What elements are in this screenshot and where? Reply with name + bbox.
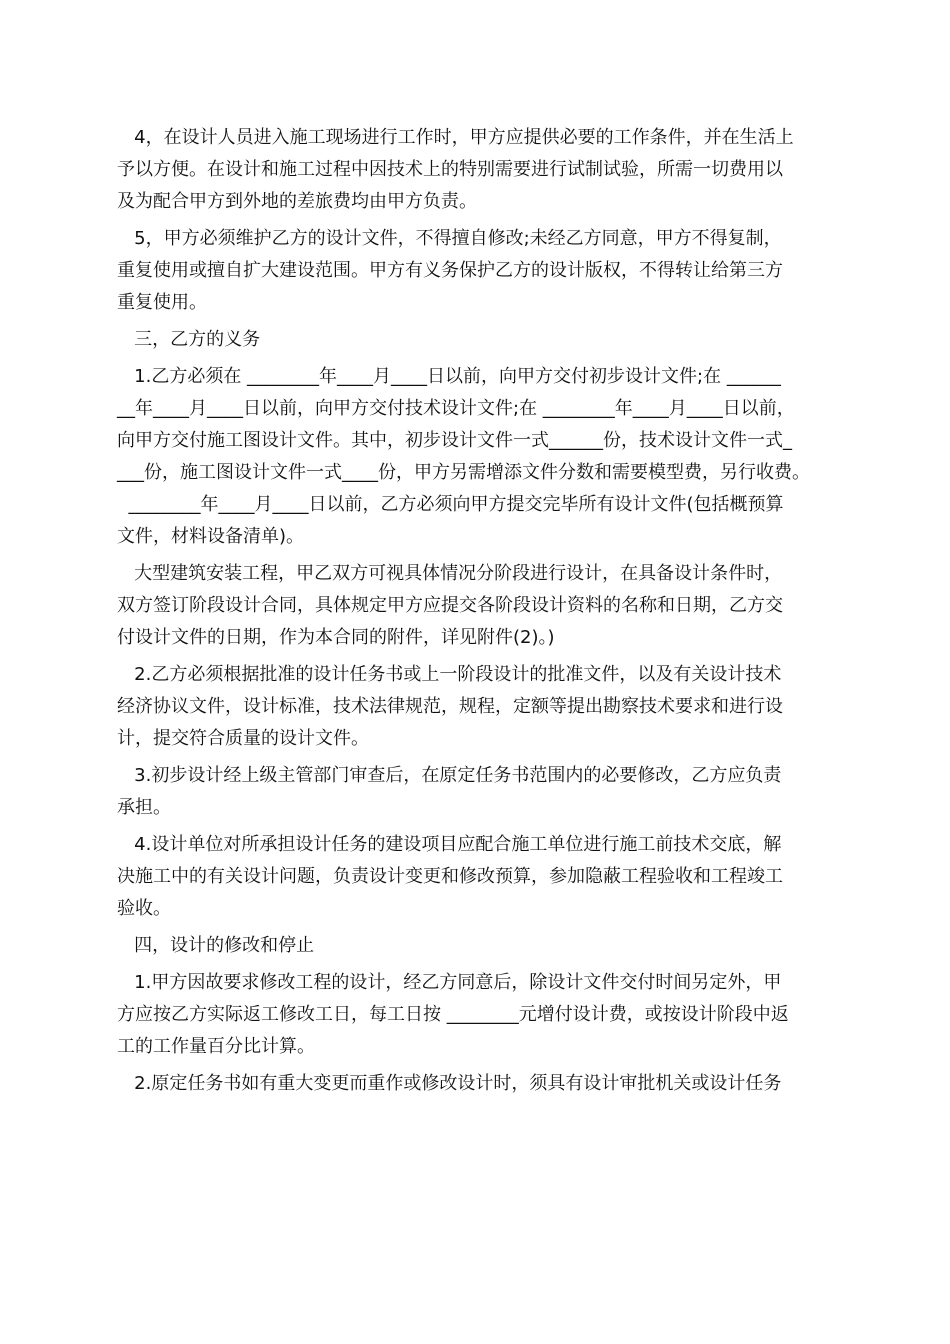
text-line: 计，提交符合质量的设计文件。: [117, 728, 369, 749]
text-line: 验收。: [117, 898, 171, 919]
text-line: 工的工作量百分比计算。: [117, 1036, 315, 1057]
paragraph: [117, 1068, 837, 1100]
text-line: 双方签订阶段设计合同，具体规定甲方应提交各阶段设计资料的名称和日期，乙方交: [117, 595, 783, 616]
text-line: 1.乙方必须在 ________年____月____日以前，向甲方交付初步设计文件;在 ______: [117, 366, 781, 387]
paragraph: [117, 930, 837, 962]
paragraph: [117, 760, 837, 824]
text-line: 付设计文件的日期，作为本合同的附件，详见附件(2)。): [117, 627, 555, 648]
text-line: 4，在设计人员进入施工现场进行工作时，甲方应提供必要的工作条件，并在生活上: [117, 127, 794, 148]
text-line: 大型建筑安装工程，甲乙双方可视具体情况分阶段进行设计，在具备设计条件时，: [117, 563, 783, 584]
paragraph: [117, 659, 837, 755]
paragraph: [117, 223, 837, 319]
paragraph: [117, 829, 837, 925]
text-line: ________年____月____日以前，乙方必须向甲方提交完毕所有设计文件(包括概预算: [117, 494, 784, 515]
text-line: 文件，材料设备清单)。: [117, 526, 305, 547]
text-line: 三，乙方的义务: [117, 329, 261, 350]
text-line: 予以方便。在设计和施工过程中因技术上的特别需要进行试制试验，所需一切费用以: [117, 159, 783, 180]
paragraph: [117, 324, 837, 356]
document-page: [117, 122, 837, 1100]
text-line: 4.设计单位对所承担设计任务的建设项目应配合施工单位进行施工前技术交底，解: [117, 834, 782, 855]
paragraph: [117, 361, 837, 553]
text-line: 2.原定任务书如有重大变更而重作或修改设计时，须具有设计审批机关或设计任务: [117, 1073, 782, 1094]
paragraph: [117, 967, 837, 1063]
text-line: 5，甲方必须维护乙方的设计文件，不得擅自修改;未经乙方同意，甲方不得复制，: [117, 228, 782, 249]
text-line: 重复使用。: [117, 292, 207, 313]
paragraph: [117, 122, 837, 218]
text-line: 及为配合甲方到外地的差旅费均由甲方负责。: [117, 191, 477, 212]
text-line: 方应按乙方实际返工修改工日，每工日按 ________元增付设计费，或按设计阶段中返: [117, 1004, 789, 1025]
text-line: 1.甲方因故要求修改工程的设计，经乙方同意后，除设计文件交付时间另定外，甲: [117, 972, 782, 993]
text-line: ___份，施工图设计文件一式____份，甲方另需增添文件分数和需要模型费，另行收费。: [117, 462, 810, 483]
text-line: 2.乙方必须根据批准的设计任务书或上一阶段设计的批准文件，以及有关设计技术: [117, 664, 782, 685]
text-line: 四，设计的修改和停止: [117, 935, 315, 956]
text-line: 决施工中的有关设计问题，负责设计变更和修改预算，参加隐蔽工程验收和工程竣工: [117, 866, 783, 887]
text-line: 经济协议文件，设计标准，技术法律规范，规程，定额等提出勘察技术要求和进行设: [117, 696, 783, 717]
text-line: __年____月____日以前，向甲方交付技术设计文件;在 ________年____月____日以前，: [117, 398, 795, 419]
text-line: 3.初步设计经上级主管部门审查后，在原定任务书范围内的必要修改，乙方应负责: [117, 765, 782, 786]
paragraph: [117, 558, 837, 654]
text-line: 重复使用或擅自扩大建设范围。甲方有义务保护乙方的设计版权，不得转让给第三方: [117, 260, 783, 281]
text-line: 承担。: [117, 797, 171, 818]
text-line: 向甲方交付施工图设计文件。其中，初步设计文件一式______份，技术设计文件一式_: [117, 430, 792, 451]
